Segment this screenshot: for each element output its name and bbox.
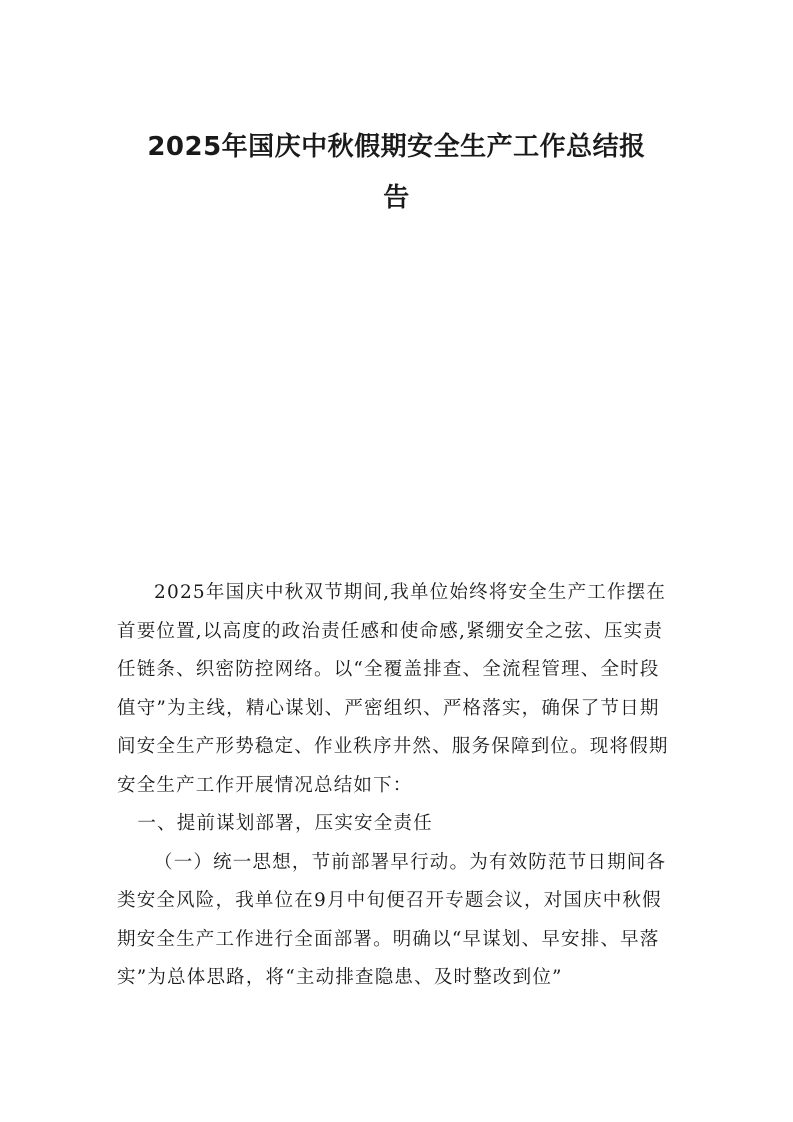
section-1-paragraph-1: （一）统一思想，节前部署早行动。为有效防范节日期间各类安全风险，我单位在9月中旬便召开专题会议，对国庆中秋假期安全生产工作进行全面部署。明确以“早谋划、早安排、早落实”为总体思路，将“主动排查隐患、及时整改到位” [117,851,667,988]
intro-paragraph: 2025年国庆中秋双节期间,我单位始终将安全生产工作摆在首要位置,以高度的政治责任感和使命感,紧绷安全之弦、压实责任链条、织密防控网络。以“全覆盖排查、全流程管理、全时段值守”为主线，精心谋划、严密组织、严格落实，确保了节日期间安全生产形势稳定、作业秩序井然、服务保障到位。现将假期安全生产工作开展情况总结如下： [117,582,669,796]
document-title-line-1: 2025年国庆中秋假期安全生产工作总结报 [147,132,646,162]
document-title-line-2: 告 [383,183,410,213]
section-heading-1: 一、提前谋划部署，压实安全责任 [137,813,433,834]
document-body [117,574,677,998]
